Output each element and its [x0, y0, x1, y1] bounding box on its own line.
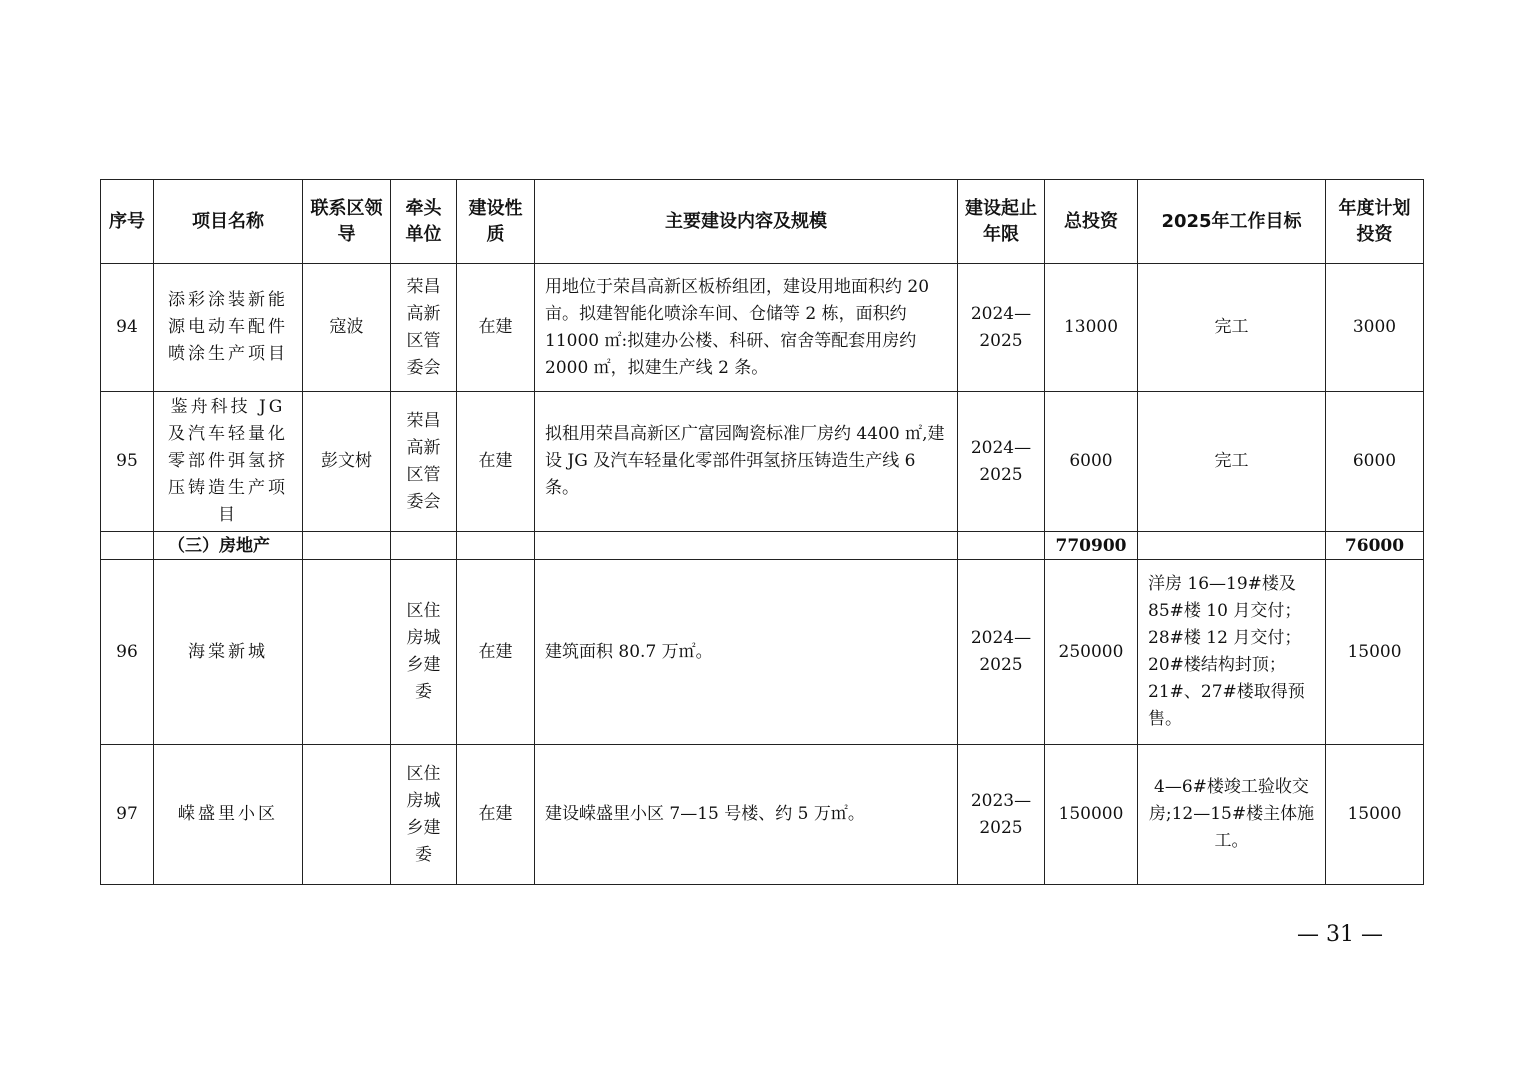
row-no: 94 [101, 264, 154, 392]
header-target: 2025年工作目标 [1138, 180, 1326, 264]
row-project-name: 嵘盛里小区 [154, 745, 303, 885]
row-years: 2023—2025 [958, 745, 1045, 885]
row-nature: 在建 [457, 745, 535, 885]
section-no [101, 532, 154, 560]
row-project-name: 海棠新城 [154, 560, 303, 745]
row-no: 95 [101, 392, 154, 532]
section-row [101, 532, 1424, 560]
section-unit [391, 532, 457, 560]
row-project-name: 添彩涂装新能源电动车配件喷涂生产项目 [154, 264, 303, 392]
row-annual-investment: 3000 [1326, 264, 1424, 392]
row-leader [303, 745, 391, 885]
project-table [100, 179, 1424, 885]
row-no: 97 [101, 745, 154, 885]
row-content: 拟租用荣昌高新区广富园陶瓷标准厂房约 4400 ㎡,建设 JG 及汽车轻量化零部件弭氢挤压铸造生产线 6 条。 [535, 392, 958, 532]
row-project-name: 鉴舟科技 JG 及汽车轻量化零部件弭氢挤压铸造生产项目 [154, 392, 303, 532]
row-years: 2024—2025 [958, 392, 1045, 532]
header-leader: 联系区领导 [303, 180, 391, 264]
table-row [101, 560, 1424, 745]
header-total: 总投资 [1045, 180, 1138, 264]
row-lead-unit: 区住房城乡建委 [391, 745, 457, 885]
row-content: 用地位于荣昌高新区板桥组团，建设用地面积约 20 亩。拟建智能化喷涂车间、仓储等 2 栋，面积约 11000 ㎡:拟建办公楼、科研、宿舍等配套用房约 2000 ㎡，拟建生产线 2 条。 [535, 264, 958, 392]
row-no: 96 [101, 560, 154, 745]
row-content: 建筑面积 80.7 万㎡。 [535, 560, 958, 745]
row-years: 2024—2025 [958, 560, 1045, 745]
table-header-row [101, 180, 1424, 264]
row-leader: 寇波 [303, 264, 391, 392]
section-years [958, 532, 1045, 560]
header-years: 建设起止年限 [958, 180, 1045, 264]
table-row [101, 264, 1424, 392]
row-leader: 彭文树 [303, 392, 391, 532]
row-lead-unit: 区住房城乡建委 [391, 560, 457, 745]
row-years: 2024—2025 [958, 264, 1045, 392]
row-leader [303, 560, 391, 745]
header-name: 项目名称 [154, 180, 303, 264]
row-annual-investment: 6000 [1326, 392, 1424, 532]
header-no: 序号 [101, 180, 154, 264]
row-total-investment: 150000 [1045, 745, 1138, 885]
row-total-investment: 250000 [1045, 560, 1138, 745]
row-target: 完工 [1138, 392, 1326, 532]
row-target: 4—6#楼竣工验收交房;12—15#楼主体施工。 [1138, 745, 1326, 885]
row-annual-investment: 15000 [1326, 560, 1424, 745]
section-label: （三）房地产 [154, 532, 303, 560]
row-total-investment: 6000 [1045, 392, 1138, 532]
project-table-container [100, 179, 1423, 885]
row-annual-investment: 15000 [1326, 745, 1424, 885]
section-content [535, 532, 958, 560]
row-nature: 在建 [457, 392, 535, 532]
row-nature: 在建 [457, 560, 535, 745]
row-lead-unit: 荣昌高新区管委会 [391, 392, 457, 532]
section-nature [457, 532, 535, 560]
row-target: 洋房 16—19#楼及 85#楼 10 月交付；28#楼 12 月交付；20#楼结构封顶；21#、27#楼取得预售。 [1138, 560, 1326, 745]
section-leader [303, 532, 391, 560]
row-target: 完工 [1138, 264, 1326, 392]
header-unit: 牵头单位 [391, 180, 457, 264]
header-annual: 年度计划投资 [1326, 180, 1424, 264]
table-row [101, 392, 1424, 532]
row-lead-unit: 荣昌高新区管委会 [391, 264, 457, 392]
section-annual-investment: 76000 [1326, 532, 1424, 560]
row-content: 建设嵘盛里小区 7—15 号楼、约 5 万㎡。 [535, 745, 958, 885]
section-total-investment: 770900 [1045, 532, 1138, 560]
header-content: 主要建设内容及规模 [535, 180, 958, 264]
row-total-investment: 13000 [1045, 264, 1138, 392]
row-nature: 在建 [457, 264, 535, 392]
header-nature: 建设性质 [457, 180, 535, 264]
page-number: — 31 — [1297, 922, 1383, 947]
section-target [1138, 532, 1326, 560]
table-row [101, 745, 1424, 885]
